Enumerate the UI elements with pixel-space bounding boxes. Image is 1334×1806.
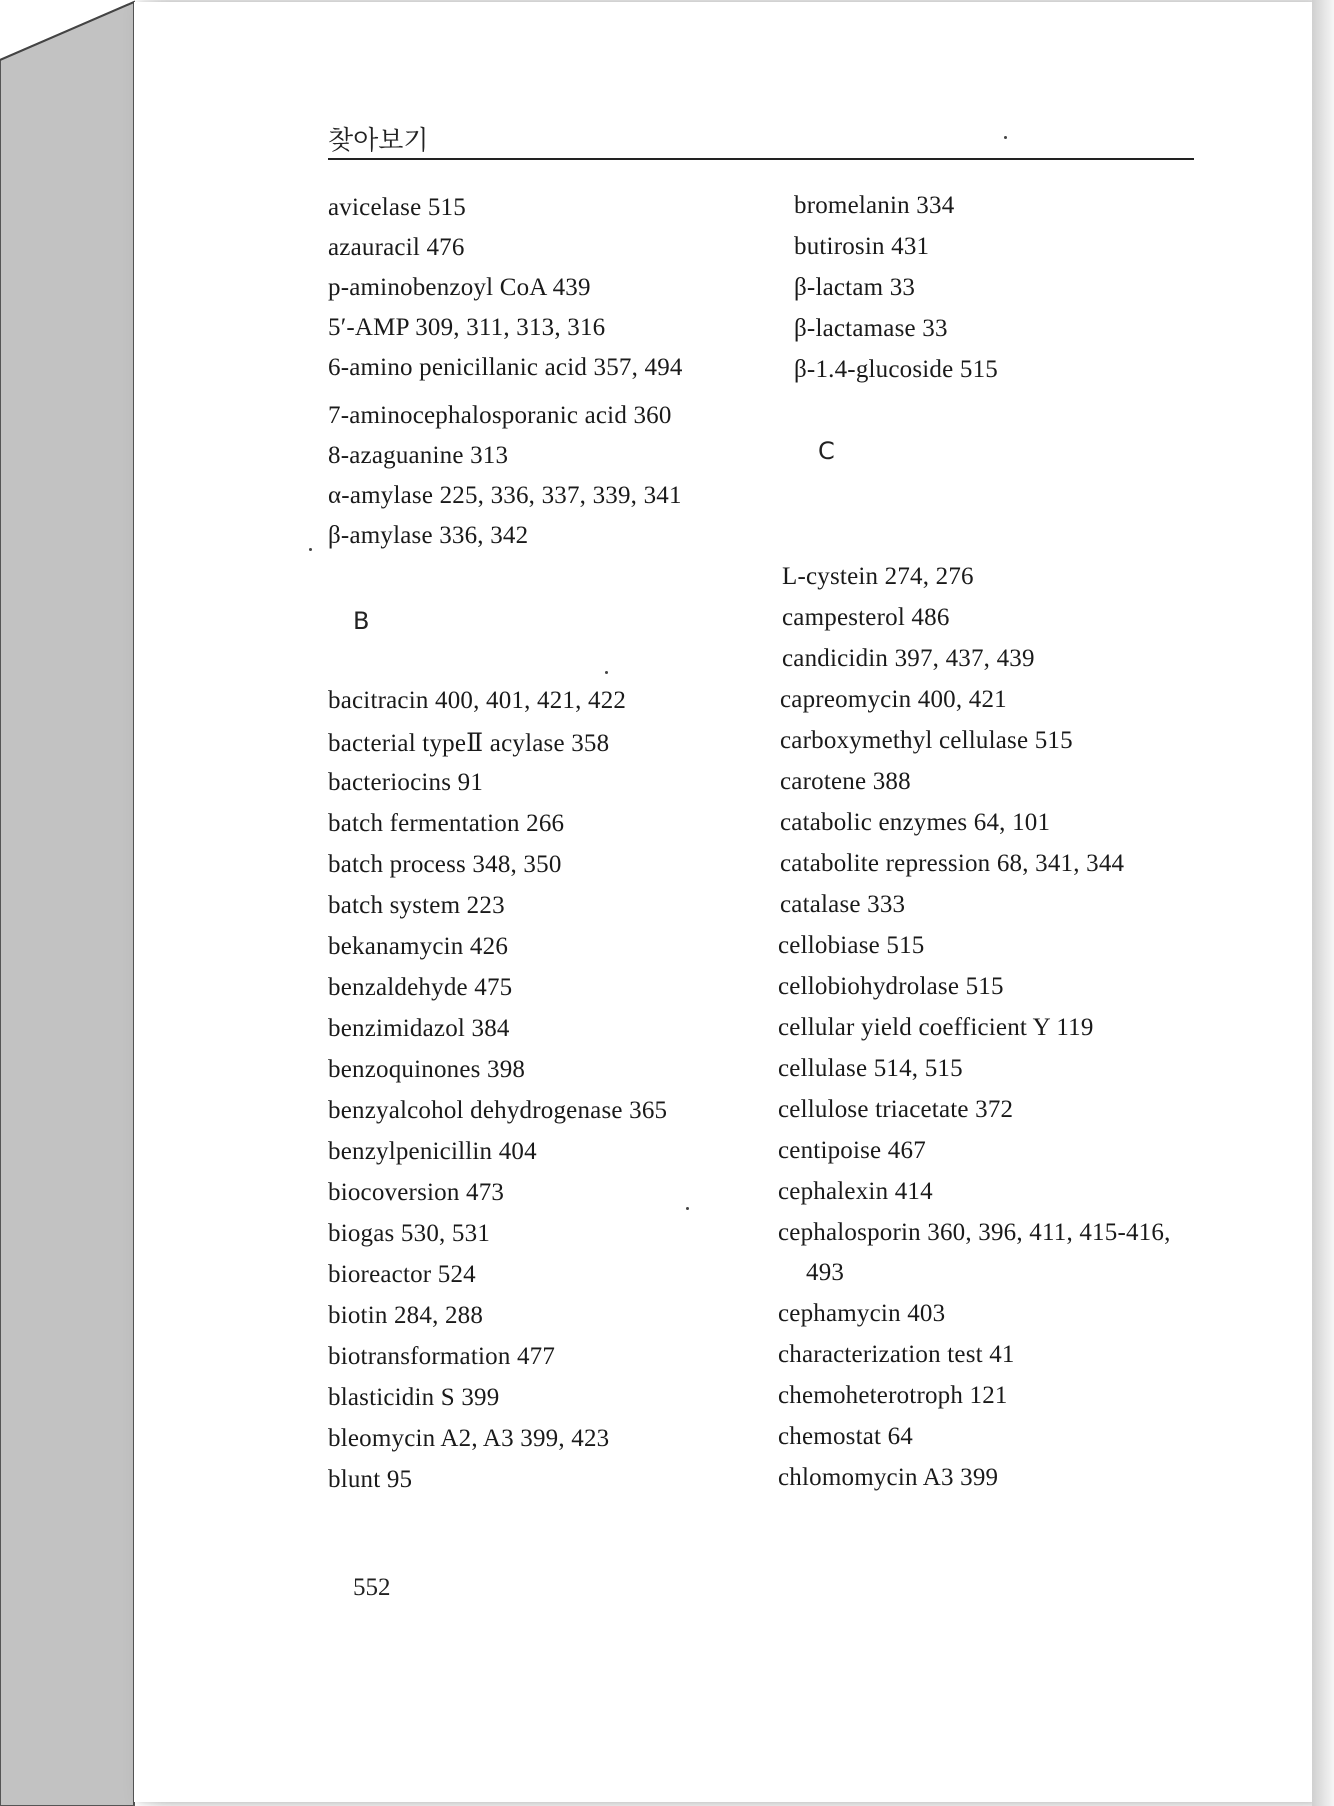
index-entry: batch fermentation 266 <box>328 810 565 837</box>
index-entry: benzoquinones 398 <box>328 1056 526 1083</box>
index-entry: cellular yield coefficient Y 119 <box>778 1014 1094 1041</box>
index-entry: butirosin 431 <box>794 233 930 260</box>
index-entry: azauracil 476 <box>328 234 465 261</box>
index-entry: cellulose triacetate 372 <box>778 1096 1014 1123</box>
index-entry: L-cystein 274, 276 <box>782 563 974 590</box>
index-entry: catabolic enzymes 64, 101 <box>780 809 1051 836</box>
index-entry: chemoheterotroph 121 <box>778 1382 1008 1409</box>
index-entry: candicidin 397, 437, 439 <box>782 645 1035 672</box>
book-spine <box>0 0 140 1806</box>
index-entry: bacitracin 400, 401, 421, 422 <box>328 687 627 714</box>
index-entry: p-aminobenzoyl CoA 439 <box>328 274 591 301</box>
index-entry: campesterol 486 <box>782 604 950 631</box>
index-entry: cellulase 514, 515 <box>778 1055 963 1082</box>
index-entry: bromelanin 334 <box>794 192 955 219</box>
index-entry: blunt 95 <box>328 1466 413 1493</box>
index-entry: centipoise 467 <box>778 1137 926 1164</box>
index-page <box>134 2 1312 1802</box>
scan-speck <box>605 671 608 674</box>
index-entry: capreomycin 400, 421 <box>780 686 1007 713</box>
index-entry: benzaldehyde 475 <box>328 974 513 1001</box>
index-entry: cellobiase 515 <box>778 932 925 959</box>
index-entry: α-amylase 225, 336, 337, 339, 341 <box>328 482 682 509</box>
index-entry: biocoversion 473 <box>328 1179 505 1206</box>
index-entry: benzyalcohol dehydrogenase 365 <box>328 1097 668 1124</box>
index-entry: characterization test 41 <box>778 1341 1015 1368</box>
index-entry: benzylpenicillin 404 <box>328 1138 537 1165</box>
index-entry: biotin 284, 288 <box>328 1302 484 1329</box>
index-entry: β-lactamase 33 <box>794 315 948 342</box>
index-entry: chemostat 64 <box>778 1423 914 1450</box>
index-entry: batch process 348, 350 <box>328 851 562 878</box>
index-entry: cephamycin 403 <box>778 1300 946 1327</box>
index-entry: bekanamycin 426 <box>328 933 509 960</box>
index-entry: 6-amino penicillanic acid 357, 494 <box>328 354 683 381</box>
index-entry: biotransformation 477 <box>328 1343 556 1370</box>
index-entry: cephalexin 414 <box>778 1178 933 1205</box>
index-entry: β-amylase 336, 342 <box>328 522 529 549</box>
scan-speck <box>1004 136 1007 139</box>
section-letter-c: C <box>818 437 835 465</box>
index-entry: biogas 530, 531 <box>328 1220 491 1247</box>
index-entry: avicelase 515 <box>328 194 466 221</box>
index-entry: cellobiohydrolase 515 <box>778 973 1004 1000</box>
index-entry: catalase 333 <box>780 891 906 918</box>
header-title: 찾아보기 <box>328 126 429 156</box>
index-entry: 7-aminocephalosporanic acid 360 <box>328 402 672 429</box>
section-letter-b: B <box>353 607 370 635</box>
index-entry: bleomycin A2, A3 399, 423 <box>328 1425 610 1452</box>
index-entry: carboxymethyl cellulase 515 <box>780 727 1073 754</box>
index-entry: bioreactor 524 <box>328 1261 476 1288</box>
index-entry-continuation: 493 <box>806 1259 845 1286</box>
index-entry: blasticidin S 399 <box>328 1384 500 1411</box>
index-entry: β-lactam 33 <box>794 274 916 301</box>
index-entry: catabolite repression 68, 341, 344 <box>780 850 1125 877</box>
index-entry: batch system 223 <box>328 892 505 919</box>
page-number: 552 <box>353 1574 391 1601</box>
page-header <box>328 118 1194 160</box>
index-entry: bacterial typeⅡ acylase 358 <box>328 730 610 757</box>
index-entry: cephalosporin 360, 396, 411, 415-416, <box>778 1219 1171 1246</box>
index-entry: bacteriocins 91 <box>328 769 484 796</box>
index-entry: benzimidazol 384 <box>328 1015 510 1042</box>
scan-speck <box>686 1207 689 1210</box>
index-entry: 5′-AMP 309, 311, 313, 316 <box>328 314 606 341</box>
index-entry: 8-azaguanine 313 <box>328 442 509 469</box>
scan-speck <box>309 548 312 551</box>
page-edge <box>1312 0 1334 1806</box>
index-entry: chlomomycin A3 399 <box>778 1464 999 1491</box>
index-entry: β-1.4-glucoside 515 <box>794 356 998 383</box>
index-entry: carotene 388 <box>780 768 911 795</box>
